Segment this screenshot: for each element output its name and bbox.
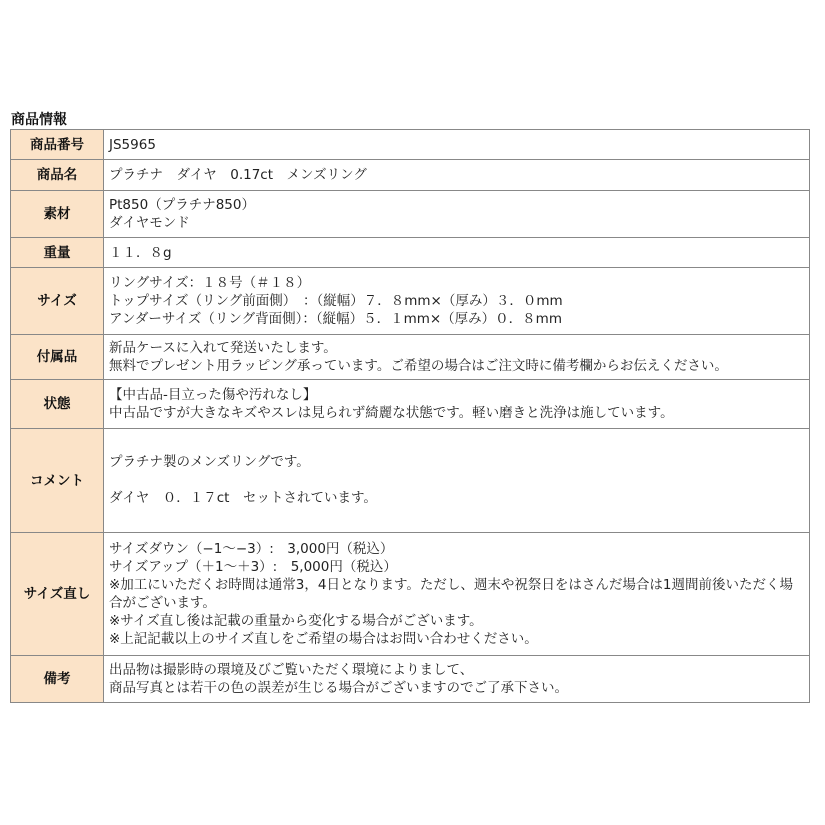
remarks-line: 商品写真とは若干の色の誤差が生じる場合がございますのでご了承下さい。 xyxy=(109,680,568,696)
product-info-table xyxy=(10,129,810,703)
section-title: 商品情報 xyxy=(11,112,67,128)
value-resize xyxy=(104,533,810,656)
label-condition: 状態 xyxy=(11,380,104,429)
value-size xyxy=(104,268,810,335)
row-size xyxy=(11,268,810,335)
weight-text: １１．８g xyxy=(109,244,172,261)
value-accessories xyxy=(104,335,810,380)
value-product-number xyxy=(104,130,810,160)
value-product-name xyxy=(104,160,810,191)
condition-line: 【中古品-目立った傷や汚れなし】 xyxy=(109,387,317,403)
label-product-name: 商品名 xyxy=(11,160,104,191)
resize-line: ※上記記載以上のサイズ直しをご希望の場合はお問い合わせください。 xyxy=(109,631,538,647)
comment-line: ダイヤ ０．１７ct セットされています。 xyxy=(109,489,377,506)
product-name-text: プラチナ ダイヤ 0.17ct メンズリング xyxy=(109,167,367,183)
row-condition xyxy=(11,380,810,429)
comment-spacer xyxy=(109,471,805,489)
row-remarks xyxy=(11,656,810,703)
value-condition xyxy=(104,380,810,429)
comment-line: プラチナ製のメンズリングです。 xyxy=(109,453,310,470)
size-line: アンダーサイズ（リング背面側）：（縦幅）５．１mm×（厚み）０．８mm xyxy=(109,311,562,327)
resize-line: サイズアップ（＋1〜＋3）: 5,000円（税込） xyxy=(109,559,397,575)
size-line: リングサイズ：１８号（＃１８） xyxy=(109,275,311,291)
label-product-number: 商品番号 xyxy=(11,130,104,160)
material-line: Pt850（プラチナ850） xyxy=(109,197,255,213)
row-weight xyxy=(11,238,810,268)
material-line: ダイヤモンド xyxy=(109,215,190,231)
row-resize xyxy=(11,533,810,656)
row-material xyxy=(11,191,810,238)
label-weight: 重量 xyxy=(11,238,104,268)
value-comment xyxy=(104,429,810,533)
label-comment: コメント xyxy=(11,429,104,533)
label-remarks: 備考 xyxy=(11,656,104,703)
size-line: トップサイズ（リング前面側） ：（縦幅）７．８mm×（厚み）３．０mm xyxy=(109,293,563,309)
value-remarks xyxy=(104,656,810,703)
resize-line: ※加工にいただくお時間は通常3，4日となります。ただし、週末や祝祭日をはさんだ場合は1週間前後いただく場合がございます。 xyxy=(109,577,793,611)
condition-line: 中古品ですが大きなキズやスレは見られず綺麗な状態です。軽い磨きと洗浄は施しています。 xyxy=(109,405,674,421)
resize-line: ※サイズ直し後は記載の重量から変化する場合がございます。 xyxy=(109,613,483,629)
row-accessories xyxy=(11,335,810,380)
remarks-line: 出品物は撮影時の環境及びご覧いただく環境によりまして、 xyxy=(109,662,474,678)
resize-line: サイズダウン（−1〜−3）: 3,000円（税込） xyxy=(109,541,394,557)
value-material xyxy=(104,191,810,238)
row-comment xyxy=(11,429,810,533)
label-accessories: 付属品 xyxy=(11,335,104,380)
accessories-line: 新品ケースに入れて発送いたします。 xyxy=(109,340,337,356)
label-resize: サイズ直し xyxy=(11,533,104,656)
label-material: 素材 xyxy=(11,191,104,238)
accessories-line: 無料でプレゼント用ラッピング承っています。ご希望の場合はご注文時に備考欄からお伝えください。 xyxy=(109,358,728,374)
row-product-number xyxy=(11,130,810,160)
value-weight xyxy=(104,238,810,268)
row-product-name xyxy=(11,160,810,191)
label-size: サイズ xyxy=(11,268,104,335)
product-number-text: JS5965 xyxy=(109,136,156,153)
